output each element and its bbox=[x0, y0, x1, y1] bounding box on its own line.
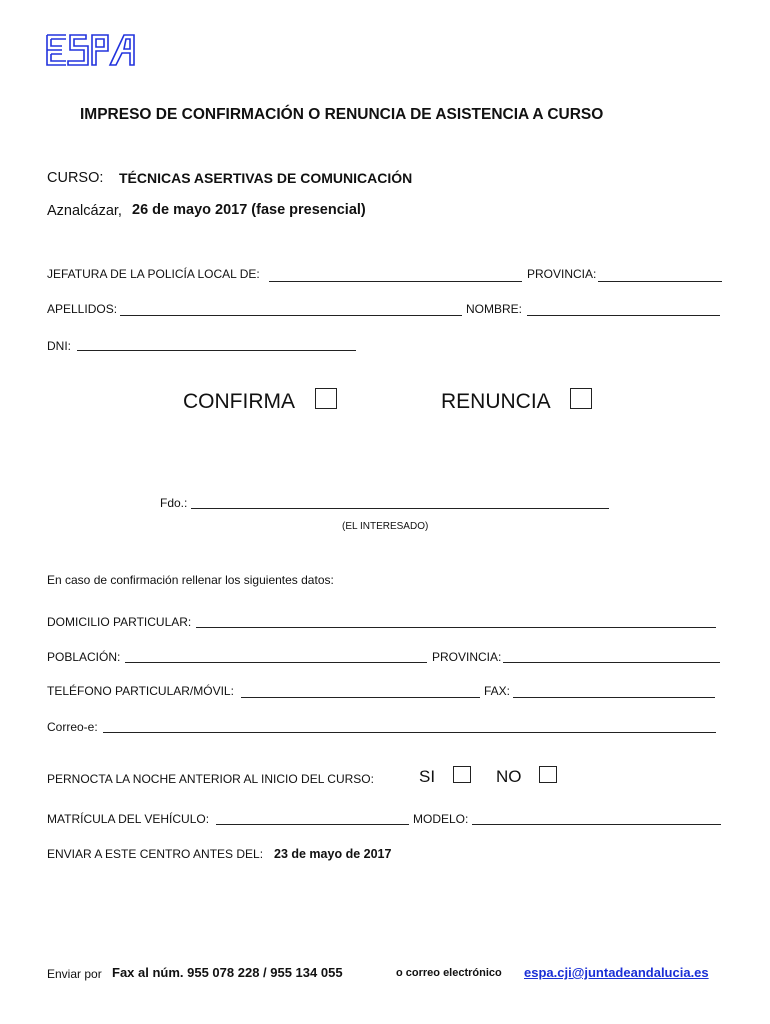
jefatura-label: JEFATURA DE LA POLICÍA LOCAL DE: bbox=[47, 267, 260, 281]
provincia-field[interactable] bbox=[598, 281, 722, 282]
modelo-field[interactable] bbox=[472, 824, 721, 825]
domicilio-label: DOMICILIO PARTICULAR: bbox=[47, 615, 192, 629]
poblacion-field[interactable] bbox=[125, 662, 427, 663]
correo-label: Correo-e: bbox=[47, 720, 98, 734]
provincia-label: PROVINCIA: bbox=[527, 267, 597, 281]
jefatura-field[interactable] bbox=[269, 281, 522, 282]
signature-caption: (EL INTERESADO) bbox=[342, 521, 429, 532]
dni-label: DNI: bbox=[47, 339, 71, 353]
poblacion-label: POBLACIÓN: bbox=[47, 650, 121, 664]
correo-field[interactable] bbox=[103, 732, 716, 733]
modelo-label: MODELO: bbox=[413, 812, 469, 826]
apellidos-field[interactable] bbox=[120, 315, 462, 316]
matricula-label: MATRÍCULA DEL VEHÍCULO: bbox=[47, 812, 210, 826]
fax-label: FAX: bbox=[484, 684, 511, 698]
renuncia-checkbox[interactable] bbox=[570, 388, 592, 409]
location-place: Aznalcázar, bbox=[47, 203, 122, 219]
domicilio-field[interactable] bbox=[196, 627, 716, 628]
nombre-field[interactable] bbox=[527, 315, 720, 316]
signature-field[interactable] bbox=[191, 508, 609, 509]
confirma-checkbox[interactable] bbox=[315, 388, 337, 409]
confirm-intro: En caso de confirmación rellenar los siguientes datos: bbox=[47, 573, 334, 587]
form-title: IMPRESO DE CONFIRMACIÓN O RENUNCIA DE ASISTENCIA A CURSO bbox=[80, 106, 604, 123]
apellidos-label: APELLIDOS: bbox=[47, 302, 118, 316]
footer-email-link[interactable]: espa.cji@juntadeandalucia.es bbox=[524, 965, 709, 980]
provincia2-field[interactable] bbox=[503, 662, 720, 663]
fax-field[interactable] bbox=[513, 697, 715, 698]
si-label: SI bbox=[419, 767, 436, 786]
renuncia-label: RENUNCIA bbox=[441, 390, 551, 413]
nombre-label: NOMBRE: bbox=[466, 302, 523, 316]
enviar-label: ENVIAR A ESTE CENTRO ANTES DEL: bbox=[47, 847, 264, 861]
deadline-date: 23 de mayo de 2017 bbox=[274, 847, 392, 861]
footer-fax: Fax al núm. 955 078 228 / 955 134 055 bbox=[112, 965, 343, 980]
no-checkbox[interactable] bbox=[539, 766, 557, 783]
dni-field[interactable] bbox=[77, 350, 356, 351]
course-date: 26 de mayo 2017 (fase presencial) bbox=[132, 202, 366, 218]
footer-prefix: Enviar por bbox=[47, 967, 102, 981]
telefono-label: TELÉFONO PARTICULAR/MÓVIL: bbox=[47, 684, 234, 698]
no-label: NO bbox=[496, 767, 522, 786]
matricula-field[interactable] bbox=[216, 824, 409, 825]
course-name: TÉCNICAS ASERTIVAS DE COMUNICACIÓN bbox=[119, 170, 413, 186]
confirma-label: CONFIRMA bbox=[183, 390, 295, 413]
footer-or-email: o correo electrónico bbox=[396, 967, 502, 979]
provincia2-label: PROVINCIA: bbox=[432, 650, 502, 664]
pernocta-label: PERNOCTA LA NOCHE ANTERIOR AL INICIO DEL CURSO: bbox=[47, 772, 374, 786]
espa-logo bbox=[46, 33, 135, 67]
si-checkbox[interactable] bbox=[453, 766, 471, 783]
telefono-field[interactable] bbox=[241, 697, 480, 698]
course-label: CURSO: bbox=[47, 170, 104, 186]
signature-label: Fdo.: bbox=[160, 496, 188, 510]
